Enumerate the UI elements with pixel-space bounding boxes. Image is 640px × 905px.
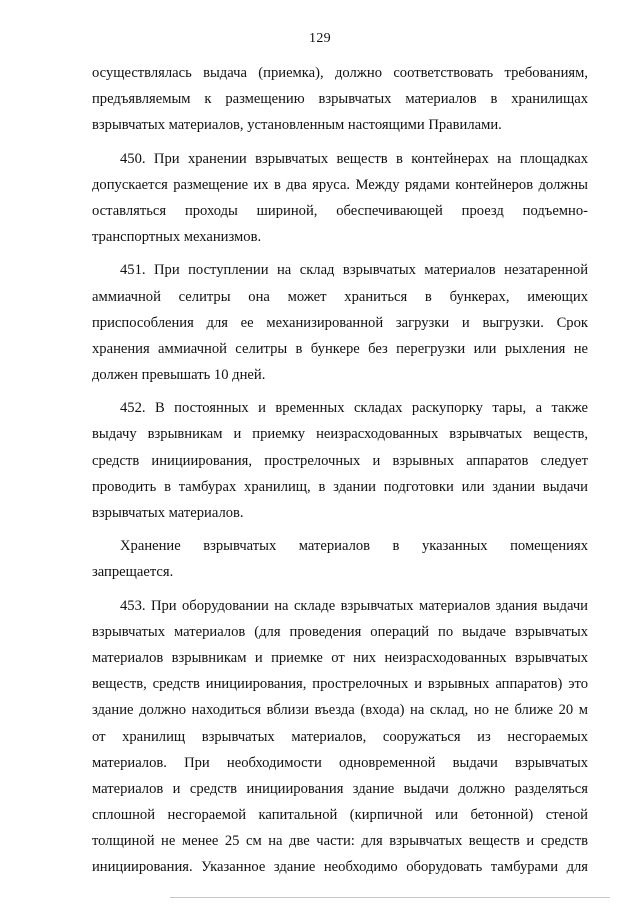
- text-line: хранения аммиачной селитры в бункере без перегрузки или рыхления не: [92, 340, 588, 357]
- text-line: материалов. При необходимости одновременной выдачи взрывчатых: [92, 754, 588, 771]
- text-line: 452. В постоянных и временных складах раскупорку тары, а также: [120, 400, 588, 417]
- paragraph: [92, 257, 588, 388]
- paragraph-gap: [92, 250, 588, 257]
- text-line: толщиной не менее 25 см на две части: для взрывчатых веществ и средств: [92, 833, 588, 850]
- paragraph: [92, 395, 588, 526]
- text-line: осуществлялась выдача (приемка), должно соответствовать требованиям,: [92, 65, 588, 81]
- text-line: взрывчатых материалов.: [92, 505, 244, 521]
- text-line: здание должно находиться вблизи въезда (входа) на склад, но не ближе 20 м: [92, 702, 588, 719]
- text-line: проводить в тамбурах хранилищ, в здании подготовки или здании выдачи: [92, 478, 588, 495]
- paragraph: [92, 533, 588, 585]
- text-line: материалов и средств инициирования здание выдачи должно разделяться: [92, 780, 588, 797]
- text-line: инициирования. Указанное здание необходимо оборудовать тамбурами для: [92, 859, 588, 876]
- text-line: веществ, средств инициирования, прострелочных и взрывных аппаратов) это: [92, 676, 588, 693]
- text-line: оставляться проходы шириной, обеспечивающей проезд подъемно-: [92, 202, 588, 219]
- text-line: 453. При оборудовании на складе взрывчатых материалов здания выдачи: [120, 597, 588, 614]
- text-line: приспособления для ее механизированной загрузки и выгрузки. Срок: [92, 314, 588, 331]
- text-line: допускается размещение их в два яруса. Между рядами контейнеров должны: [92, 176, 588, 193]
- paragraph: [92, 593, 588, 881]
- text-line: транспортных механизмов.: [92, 229, 262, 246]
- paragraph-gap: [92, 586, 588, 593]
- text-line: сплошной несгораемой капитальной (кирпичной или бетонной) стеной: [92, 807, 588, 824]
- page-number: 129: [309, 31, 331, 46]
- paragraph: [92, 60, 588, 139]
- text-line: запрещается.: [92, 564, 174, 581]
- paragraph-gap: [92, 139, 588, 146]
- text-line: Хранение взрывчатых материалов в указанных помещениях: [120, 538, 588, 555]
- text-line: должен превышать 10 дней.: [92, 367, 266, 384]
- text-line: материалов взрывникам и приемке от них неизрасходованных взрывчатых: [92, 649, 588, 666]
- text-line: взрывчатых материалов, установленным настоящими Правилами.: [92, 117, 502, 134]
- scan-edge-line: [170, 897, 610, 898]
- text-line: 450. При хранении взрывчатых веществ в контейнерах на площадках: [120, 150, 588, 167]
- text-line: от хранилищ взрывчатых материалов, сооружаться из несгораемых: [92, 728, 588, 745]
- paragraph-gap: [92, 526, 588, 533]
- paragraph: [92, 146, 588, 251]
- text-line: средств инициирования, прострелочных и взрывных аппаратов следует: [92, 452, 588, 469]
- text-line: предъявляемым к размещению взрывчатых материалов в хранилищах: [92, 91, 588, 108]
- text-line: аммиачной селитры она может храниться в бункерах, имеющих: [92, 288, 588, 305]
- paragraph-gap: [92, 388, 588, 395]
- text-line: 451. При поступлении на склад взрывчатых материалов незатаренной: [120, 262, 588, 279]
- text-line: выдачу взрывникам и приемку неизрасходованных взрывчатых веществ,: [92, 426, 588, 443]
- text-line: взрывчатых материалов (для проведения операций по выдаче взрывчатых: [92, 623, 588, 640]
- document-body: [92, 60, 588, 881]
